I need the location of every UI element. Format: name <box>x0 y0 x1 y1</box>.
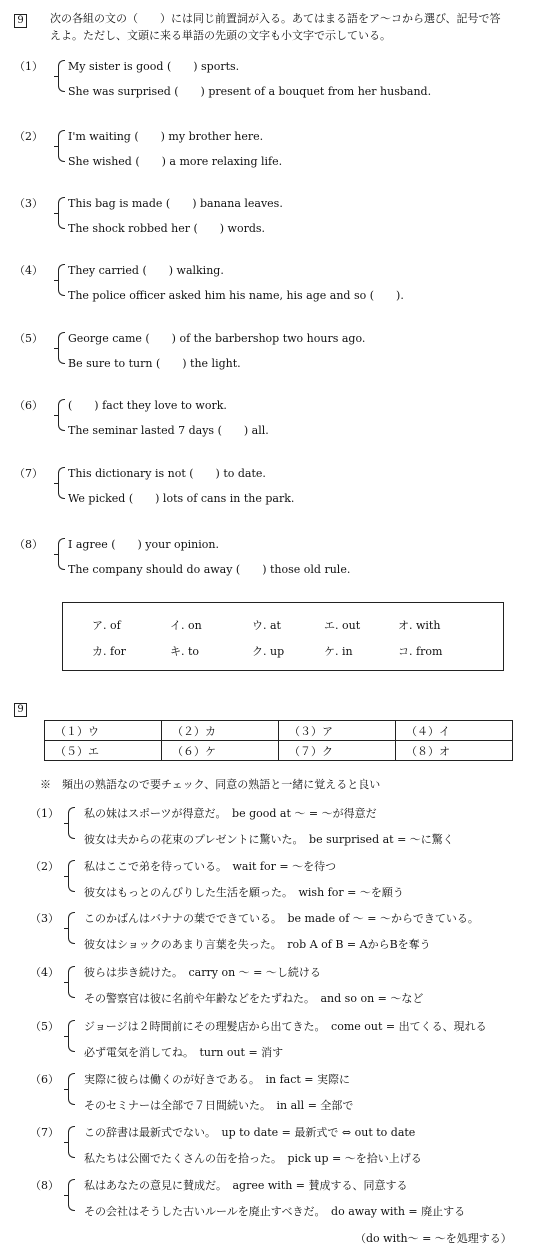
footnote: （do with～ = ～を処理する） <box>355 1232 512 1245</box>
question-number: （6） <box>14 399 43 412</box>
question-sentence-2: Be sure to turn ( ) the light. <box>68 357 241 370</box>
option-item: ウ. at <box>252 619 281 632</box>
explanation-line-1: 私はあなたの意見に賛成だ。 agree with = 賛成する、同意する <box>84 1179 408 1192</box>
question-number: （2） <box>14 130 43 143</box>
problem-number: 9 <box>14 14 27 28</box>
brace-mark <box>68 1073 75 1105</box>
question-sentence-2: We picked ( ) lots of cans in the park. <box>68 492 295 505</box>
brace-mark <box>58 197 65 229</box>
answer-row <box>45 721 513 741</box>
question-number: （8） <box>14 538 43 551</box>
question-number: （1） <box>14 60 43 73</box>
explanation-line-1: 彼らは歩き続けた。 carry on ～ = ～し続ける <box>84 966 321 979</box>
answer-number: 9 <box>14 703 27 717</box>
question-sentence-1: George came ( ) of the barbershop two hours ago. <box>68 332 366 345</box>
question-number: （7） <box>14 467 43 480</box>
question-sentence-2: The police officer asked him his name, his age and so ( ). <box>68 289 404 302</box>
question-sentence-2: She was surprised ( ) present of a bouquet from her husband. <box>68 85 432 98</box>
brace-mark <box>68 860 75 892</box>
brace-mark <box>58 538 65 570</box>
brace-mark <box>68 912 75 944</box>
brace-mark <box>68 1126 75 1158</box>
question-sentence-2: The shock robbed her ( ) words. <box>68 222 266 235</box>
answer-table <box>44 720 513 761</box>
explanation-line-2: 彼女はショックのあまり言葉を失った。 rob A of B = AからBを奪う <box>84 938 431 951</box>
instruction-line-2: えよ。ただし、文頭に来る単語の先頭の文字も小文字で示している。 <box>50 29 391 42</box>
question-sentence-1: This dictionary is not ( ) to date. <box>68 467 266 480</box>
explanation-number: （8） <box>30 1179 59 1192</box>
explanation-line-2: その会社はそうした古いルールを廃止すべきだ。 do away with = 廃止する <box>84 1205 466 1218</box>
explanation-number: （3） <box>30 912 59 925</box>
explanation-number: （6） <box>30 1073 59 1086</box>
question-number: （3） <box>14 197 43 210</box>
explanation-line-1: 私はここで弟を待っている。 wait for = ～を待つ <box>84 860 337 873</box>
explanation-line-2: 彼女はもっとのんびりした生活を願った。 wish for = ～を願う <box>84 886 404 899</box>
question-sentence-1: I'm waiting ( ) my brother here. <box>68 130 264 143</box>
question-sentence-2: The seminar lasted 7 days ( ) all. <box>68 424 269 437</box>
explanation-line-1: 私の妹はスポーツが得意だ。 be good at ～ = ～が得意だ <box>84 807 377 820</box>
option-item: コ. from <box>398 645 443 658</box>
explanation-line-1: この辞書は最新式でない。 up to date = 最新式で ⇔ out to date <box>84 1126 416 1139</box>
option-item: エ. out <box>324 619 361 632</box>
explanation-line-1: 実際に彼らは働くのが好きである。 in fact = 実際に <box>84 1073 351 1086</box>
answer-cell: （６）ケ <box>162 741 279 761</box>
brace-mark <box>58 332 65 364</box>
explanation-number: （1） <box>30 807 59 820</box>
answer-cell: （５）エ <box>45 741 162 761</box>
answer-cell: （１）ウ <box>45 721 162 741</box>
brace-mark <box>58 467 65 499</box>
question-number: （4） <box>14 264 43 277</box>
question-sentence-1: My sister is good ( ) sports. <box>68 60 240 73</box>
answer-cell: （３）ア <box>279 721 396 741</box>
option-item: オ. with <box>398 619 441 632</box>
explanation-line-2: その警察官は彼に名前や年齢などをたずねた。 and so on = ～など <box>84 992 424 1005</box>
question-sentence-1: They carried ( ) walking. <box>68 264 224 277</box>
brace-mark <box>58 264 65 296</box>
question-sentence-2: The company should do away ( ) those old rule. <box>68 563 351 576</box>
explanation-number: （7） <box>30 1126 59 1139</box>
explanation-number: （2） <box>30 860 59 873</box>
explanation-line-2: 必ず電気を消してね。 turn out = 消す <box>84 1046 284 1059</box>
question-sentence-2: She wished ( ) a more relaxing life. <box>68 155 283 168</box>
brace-mark <box>68 807 75 839</box>
question-sentence-1: ( ) fact they love to work. <box>68 399 227 412</box>
explanation-line-1: ジョージは２時間前にその理髪店から出てきた。 come out = 出てくる、現れる <box>84 1020 487 1033</box>
option-item: イ. on <box>170 619 202 632</box>
option-item: カ. for <box>92 645 126 658</box>
answer-cell: （７）ク <box>279 741 396 761</box>
explanation-line-2: 私たちは公園でたくさんの缶を拾った。 pick up = ～を拾い上げる <box>84 1152 422 1165</box>
question-sentence-1: I agree ( ) your opinion. <box>68 538 219 551</box>
explanation-line-2: 彼女は夫からの花束のプレゼントに驚いた。 be surprised at = ～に驚く <box>84 833 454 846</box>
option-item: ケ. in <box>324 645 353 658</box>
option-item: ク. up <box>252 645 285 658</box>
explanation-number: （4） <box>30 966 59 979</box>
explanation-line-2: そのセミナーは全部で７日間続いた。 in all = 全部で <box>84 1099 354 1112</box>
instruction-line-1: 次の各組の文の（ ）には同じ前置詞が入る。あてはまる語をア～コから選び、記号で答 <box>50 12 501 25</box>
option-item: ア. of <box>92 619 121 632</box>
study-note: ※ 頻出の熟語なので要チェック、同意の熟語と一緒に覚えると良い <box>40 778 381 791</box>
brace-mark <box>58 399 65 431</box>
question-number: （5） <box>14 332 43 345</box>
answer-cell: （２）カ <box>162 721 279 741</box>
option-item: キ. to <box>170 645 200 658</box>
brace-mark <box>58 130 65 162</box>
question-sentence-1: This bag is made ( ) banana leaves. <box>68 197 283 210</box>
answer-row <box>45 741 513 761</box>
explanation-line-1: このかばんはバナナの葉でできている。 be made of ～ = ～からできている。 <box>84 912 479 925</box>
answer-cell: （４）イ <box>396 721 513 741</box>
answer-cell: （８）オ <box>396 741 513 761</box>
explanation-number: （5） <box>30 1020 59 1033</box>
brace-mark <box>68 966 75 998</box>
options-box <box>62 602 504 671</box>
brace-mark <box>68 1020 75 1052</box>
brace-mark <box>58 60 65 92</box>
brace-mark <box>68 1179 75 1211</box>
